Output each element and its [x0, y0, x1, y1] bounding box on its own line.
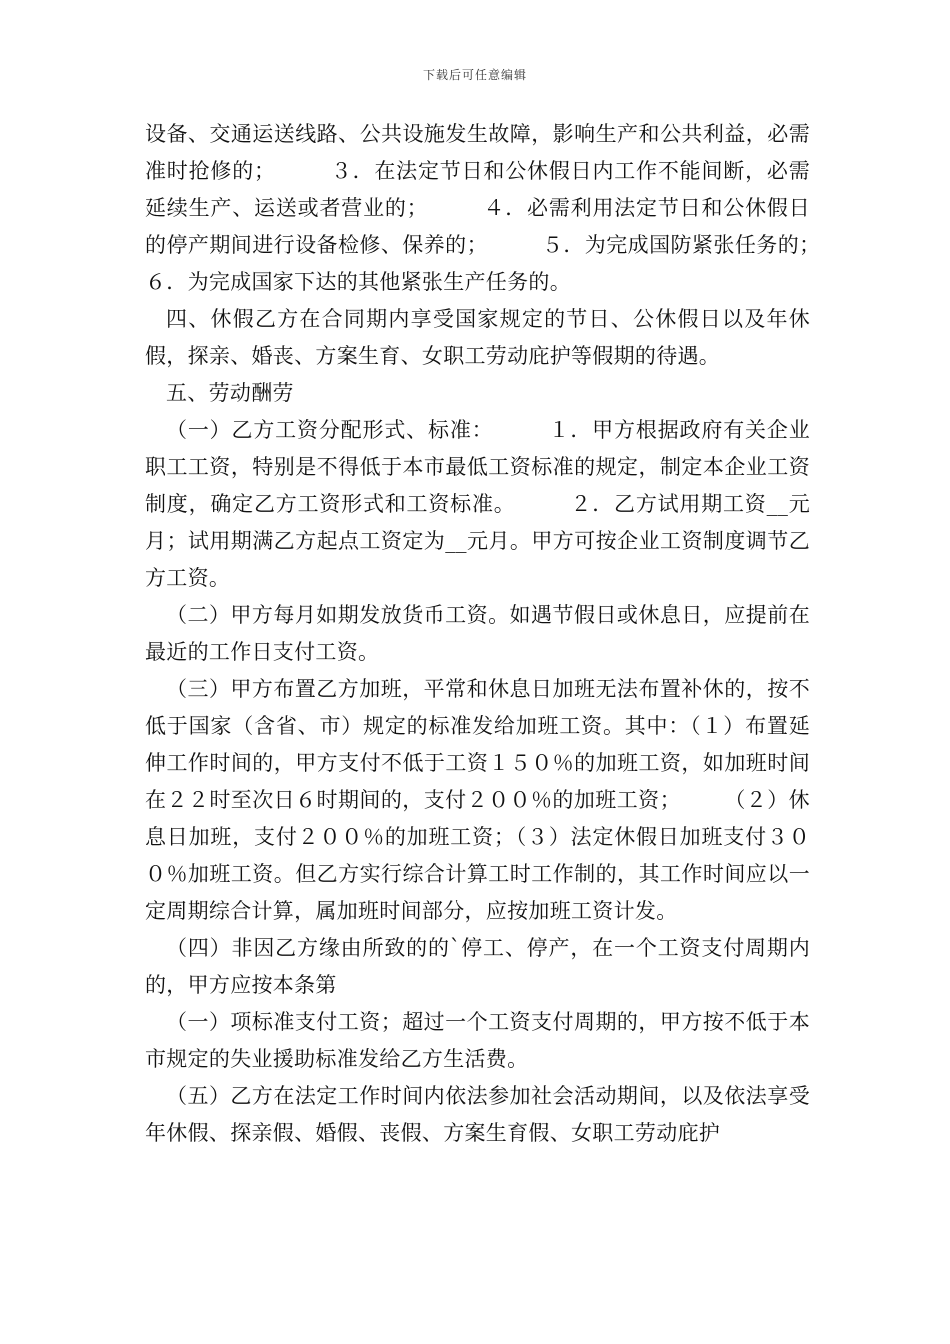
- section-heading-labor-pay: 五、劳动酬劳: [166, 381, 294, 405]
- paragraph-6: （三）甲方布置乙方加班，平常和休息日加班无法布置补休的，按不低于国家（含省、市）规定的标准发给加班工资。其中：（１）布置延伸工作时间的，甲方支付不低于工资１５０％的加班工资，如加班时间在２２时至次日６时期间的，支付２００％的加班工资； （２）休息日加班，支付２００％的加班工资；（３）法定休假日加班支付３００％加班工资。但乙方实行综合计算工时工作制的，其工作时间应以一定周期综合计算，属加班时间部分，应按加班工资计发。: [145, 677, 810, 923]
- page-header-note: 下载后可任意编辑: [422, 68, 527, 82]
- paragraph-5: （二）甲方每月如期发放货币工资。如遇节假日或休息日，应提前在最近的工作日支付工资。: [145, 603, 810, 664]
- paragraph-8: （一）项标准支付工资；超过一个工资支付周期的，甲方按不低于本市规定的失业援助标准发给乙方生活费。: [145, 1010, 810, 1071]
- paragraph-1: 设备、交通运送线路、公共设施发生故障，影响生产和公共利益，必需准时抢修的； ３．在法定节日和公休假日内工作不能间断，必需延续生产、运送或者营业的； ４．必需利用法定节日和公休假日的停产期间进行设备检修、保养的； ５．为完成国防紧张任务的； ６．为完成国家下达的其他紧张生产任务的。: [145, 122, 874, 294]
- paragraph-7: （四）非因乙方缘由所致的的`停工、停产，在一个工资支付周期内的，甲方应按本条第: [145, 936, 810, 997]
- paragraph-4: （一）乙方工资分配形式、标准： １．甲方根据政府有关企业职工工资，特别是不得低于本市最低工资标准的规定，制定本企业工资制度，确定乙方工资形式和工资标准。 ２．乙方试用期工资__元月；试用期满乙方起点工资定为__元月。甲方可按企业工资制度调节乙方工资。: [145, 418, 810, 590]
- paragraph-2: 四、休假乙方在合同期内享受国家规定的节日、公休假日以及年休假，探亲、婚丧、方案生育、女职工劳动庇护等假期的待遇。: [145, 307, 810, 368]
- paragraph-9: （五）乙方在法定工作时间内依法参加社会活动期间，以及依法享受年休假、探亲假、婚假、丧假、方案生育假、女职工劳动庇护: [145, 1084, 810, 1145]
- document-body: [145, 116, 874, 1152]
